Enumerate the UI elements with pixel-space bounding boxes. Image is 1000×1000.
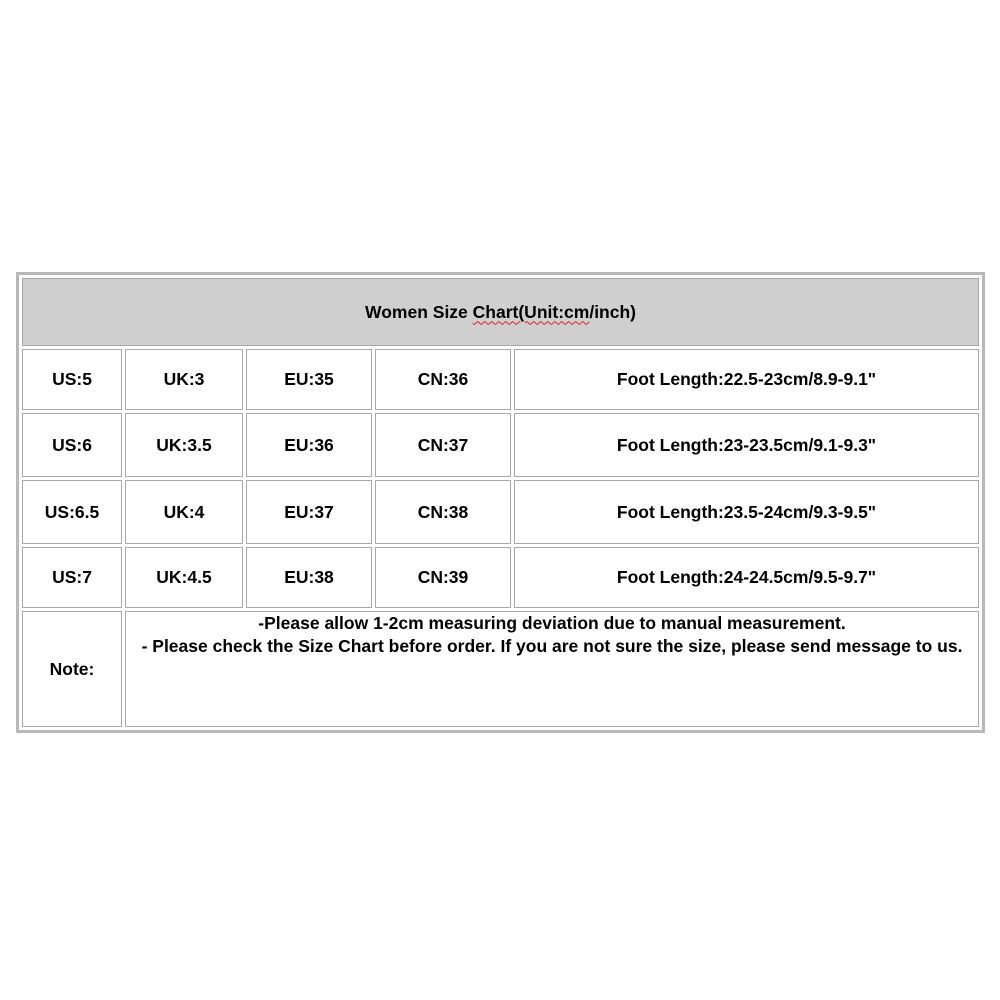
chart-title-suffix: /inch) [589, 301, 636, 322]
size-row [22, 547, 979, 608]
us-size-cell: US:7 [22, 547, 122, 608]
cn-size-cell: CN:39 [375, 547, 511, 608]
chart-title [22, 278, 979, 346]
uk-size-cell: UK:3.5 [125, 413, 243, 477]
cn-size-cell: CN:36 [375, 349, 511, 410]
chart-title-underlined: Chart(Unit:cm [472, 301, 590, 322]
uk-size-cell: UK:3 [125, 349, 243, 410]
uk-size-cell: UK:4.5 [125, 547, 243, 608]
note-text-cell [125, 611, 979, 727]
chart-title-prefix: Women Size [365, 301, 473, 322]
foot-length-cell: Foot Length:23.5-24cm/9.3-9.5" [514, 480, 979, 544]
uk-size-cell: UK:4 [125, 480, 243, 544]
eu-size-cell: EU:37 [246, 480, 372, 544]
size-row [22, 480, 979, 544]
foot-length-cell: Foot Length:23-23.5cm/9.1-9.3" [514, 413, 979, 477]
title-row [22, 278, 979, 346]
eu-size-cell: EU:36 [246, 413, 372, 477]
foot-length-cell: Foot Length:24-24.5cm/9.5-9.7" [514, 547, 979, 608]
note-label: Note: [22, 611, 122, 727]
cn-size-cell: CN:37 [375, 413, 511, 477]
note-row [22, 611, 979, 727]
foot-length-cell: Foot Length:22.5-23cm/8.9-9.1" [514, 349, 979, 410]
size-row [22, 349, 979, 410]
cn-size-cell: CN:38 [375, 480, 511, 544]
size-row [22, 413, 979, 477]
us-size-cell: US:5 [22, 349, 122, 410]
us-size-cell: US:6.5 [22, 480, 122, 544]
eu-size-cell: EU:35 [246, 349, 372, 410]
size-chart-table [16, 272, 985, 733]
note-line: - Please check the Size Chart before order. If you are not sure the size, please send message to us. [141, 636, 963, 656]
eu-size-cell: EU:38 [246, 547, 372, 608]
note-line: -Please allow 1-2cm measuring deviation due to manual measurement. [258, 613, 846, 633]
us-size-cell: US:6 [22, 413, 122, 477]
